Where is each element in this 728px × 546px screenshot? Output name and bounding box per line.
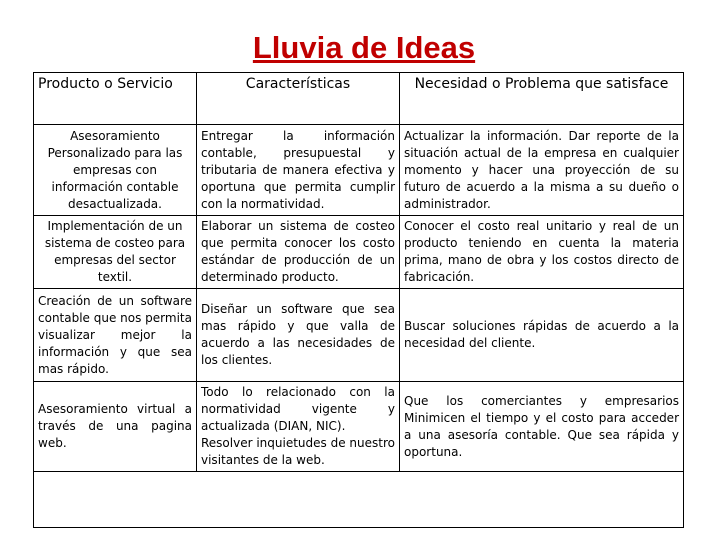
need-cell: Buscar soluciones rápidas de acuerdo a la necesidad del cliente.: [400, 289, 684, 382]
product-cell: Implementación de un sistema de costeo para empresas del sector textil.: [34, 216, 197, 289]
ideas-table: [33, 72, 684, 528]
empty-cell: [34, 472, 684, 528]
product-cell: Asesoramiento Personalizado para las empresas con información contable desactualizada.: [34, 125, 197, 216]
header-need: Necesidad o Problema que satisface: [400, 73, 684, 125]
table-header-row: [34, 73, 684, 125]
features-cell: Elaborar un sistema de costeo que permita conocer los costo estándar de producción de un determinado producto.: [197, 216, 400, 289]
features-cell: [197, 382, 400, 472]
empty-row: [34, 472, 684, 528]
need-cell: Actualizar la información. Dar reporte de la situación actual de la empresa en cualquier momento y hacer una proyección de su futuro de acuerdo a la misma a su dueño o administrador.: [400, 125, 684, 216]
need-cell: Que los comerciantes y empresarios Minimicen el tiempo y el costo para acceder a una asesoría contable. Que sea rápida y oportuna.: [400, 382, 684, 472]
product-cell: Creación de un software contable que nos permita visualizar mejor la información y que sea mas rápido.: [34, 289, 197, 382]
need-cell: Conocer el costo real unitario y real de un producto teniendo en cuenta la materia prima, mano de obra y los costos directo de fabricación.: [400, 216, 684, 289]
features-line: Todo lo relacionado con la normatividad vigente y actualizada (DIAN, NIC).: [201, 385, 395, 433]
features-cell: Entregar la información contable, presupuestal y tributaria de manera efectiva y oportuna que permita cumplir con la normatividad.: [197, 125, 400, 216]
table-row: [34, 125, 684, 216]
features-cell: Diseñar un software que sea mas rápido y que valla de acuerdo a las necesidades de los clientes.: [197, 289, 400, 382]
features-line: Resolver inquietudes de nuestro visitantes de la web.: [201, 436, 395, 467]
table-row: [34, 289, 684, 382]
table-row: [34, 216, 684, 289]
header-features: Características: [197, 73, 400, 125]
product-cell: Asesoramiento virtual a través de una pagina web.: [34, 382, 197, 472]
page-title: Lluvia de Ideas: [252, 30, 476, 65]
header-product: Producto o Servicio: [34, 73, 197, 125]
table-row: [34, 382, 684, 472]
